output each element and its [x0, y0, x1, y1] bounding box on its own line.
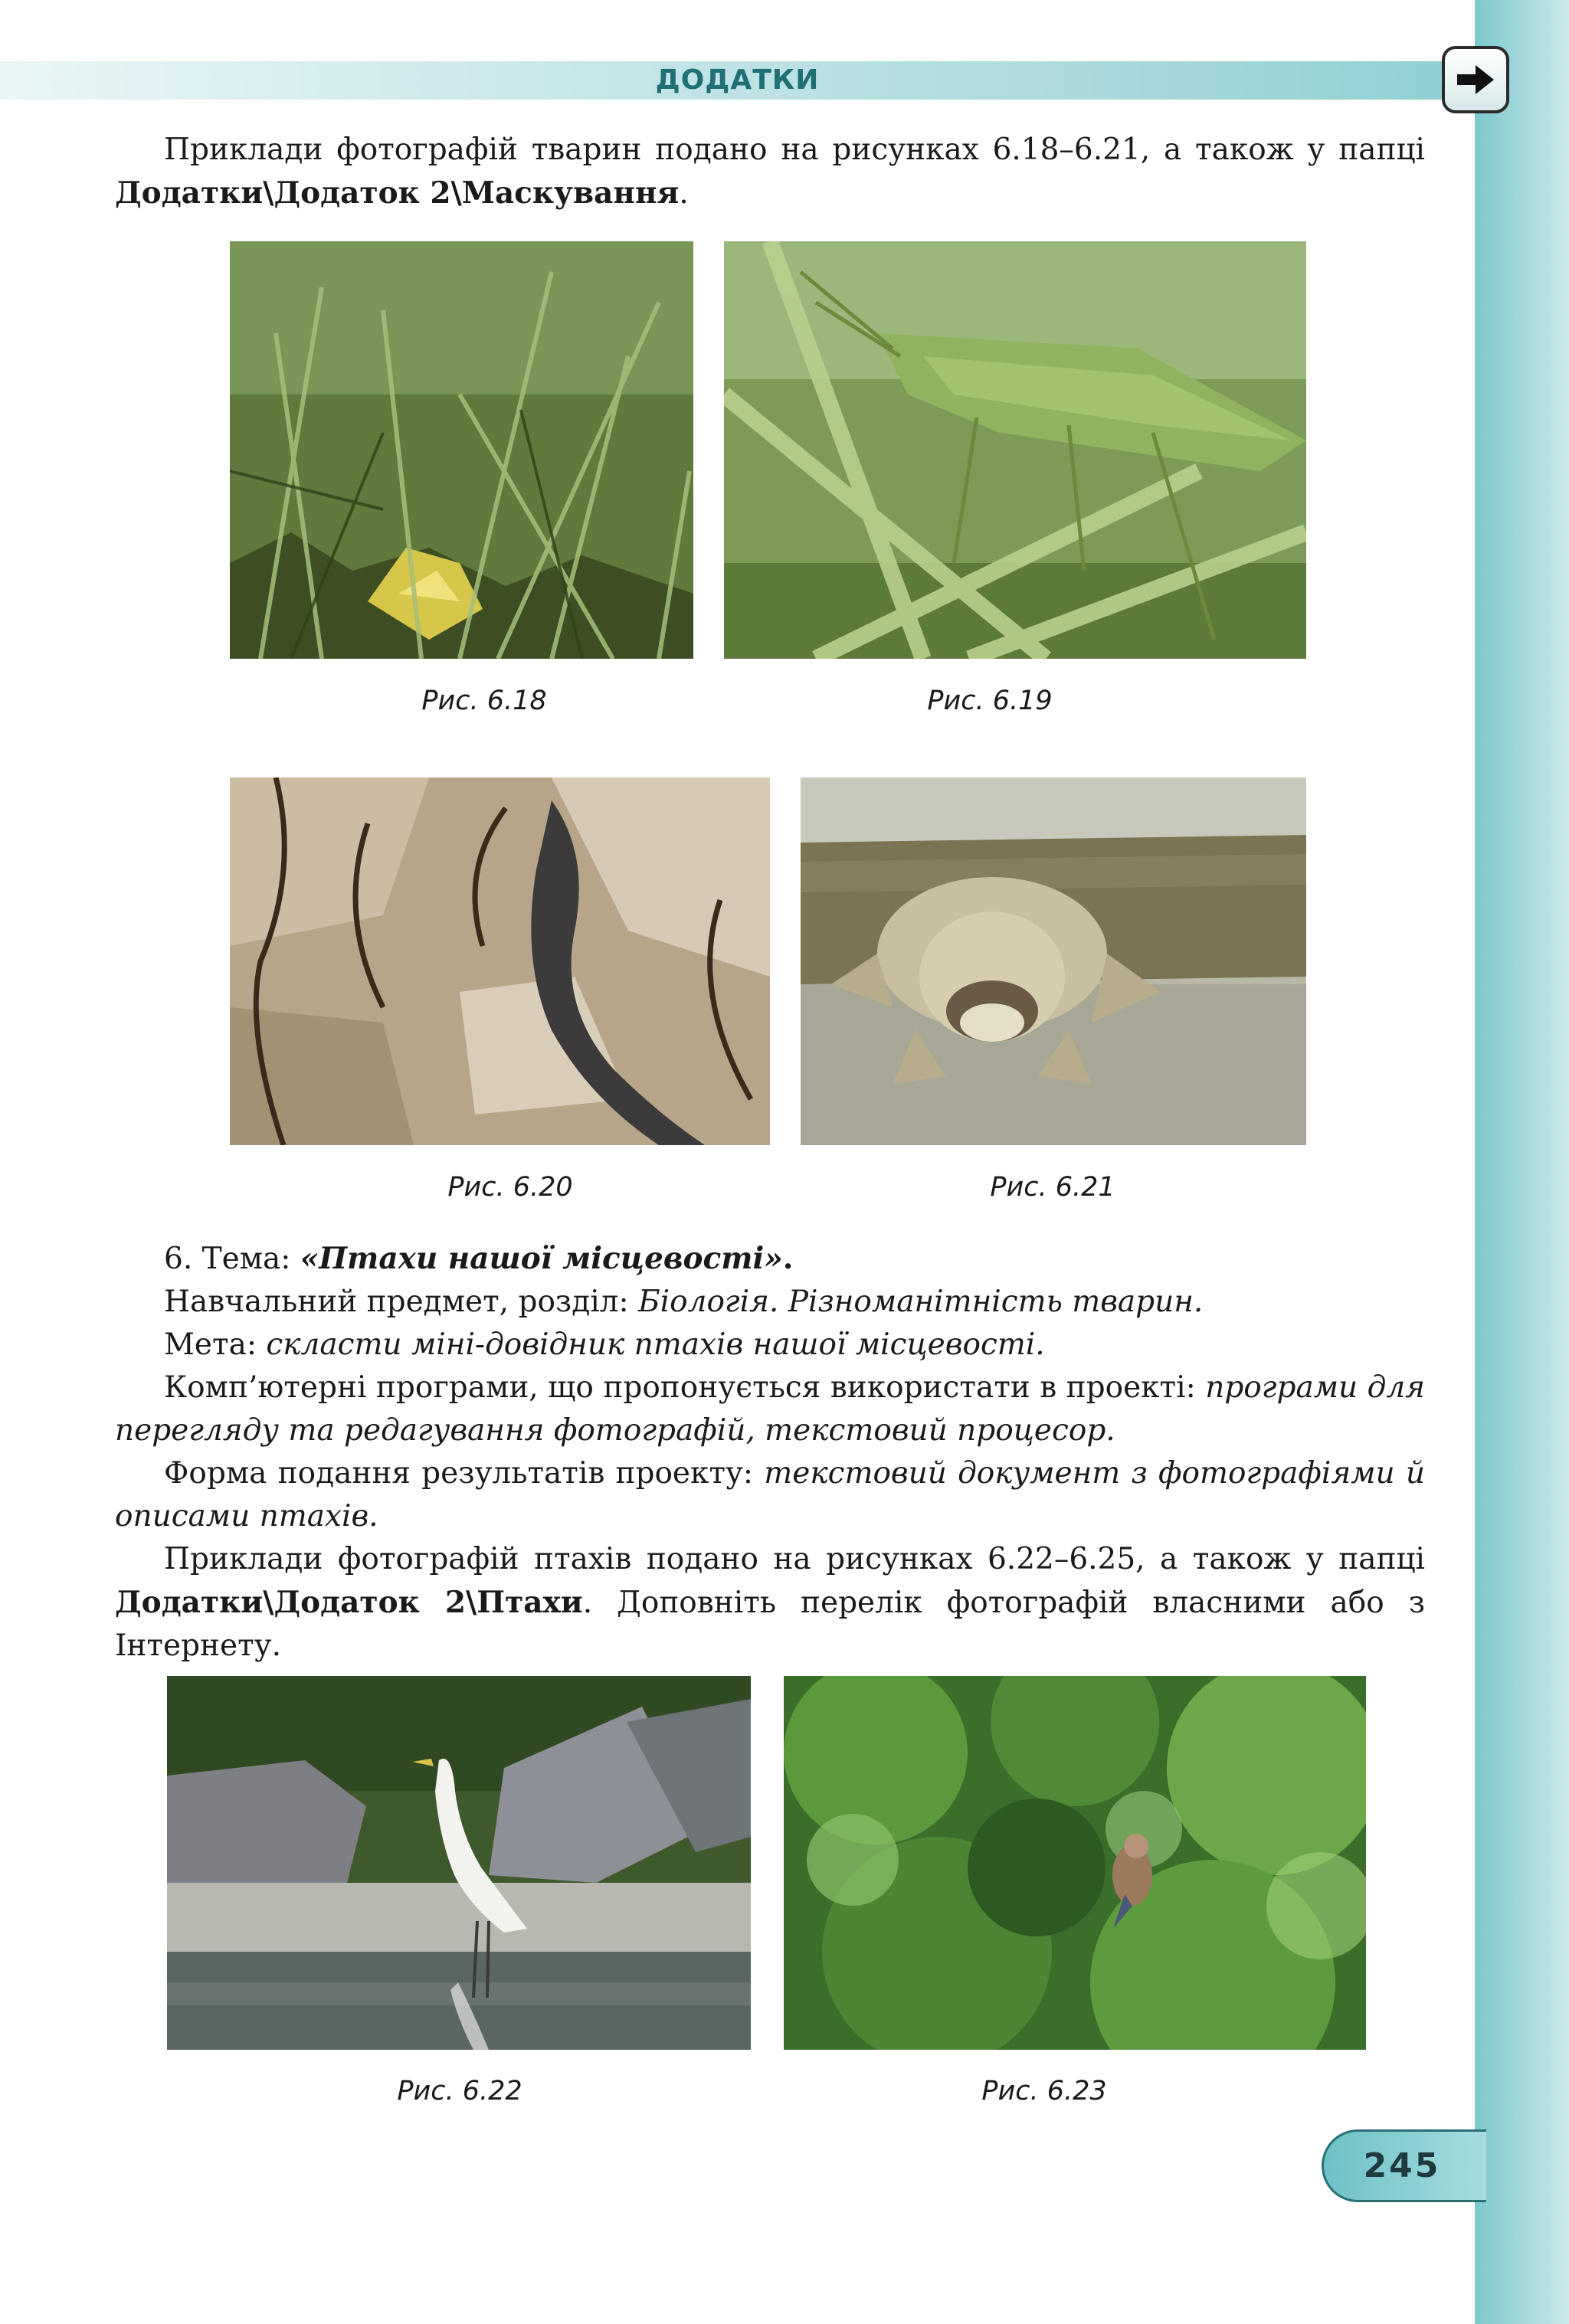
caption-6-23: Рис. 6.23	[981, 2076, 1107, 2106]
goal-label: Мета:	[164, 1327, 267, 1362]
section-title: ДОДАТКИ	[655, 64, 820, 96]
caption-6-22: Рис. 6.22	[397, 2076, 522, 2106]
birds-folder-path: Додатки\Додаток 2\Птахи	[115, 1585, 583, 1620]
page-number: 245	[1363, 2146, 1441, 2185]
photo-grasshopper	[724, 241, 1306, 659]
form-value: текстовий документ з фотографіями й описами птахів.	[115, 1456, 1425, 1534]
caption-6-20: Рис. 6.20	[447, 1172, 573, 1203]
birds-text-end: . Доповніть перелік фотографій власними або з Інтернету.	[115, 1586, 1426, 1663]
topic-form	[115, 1452, 1425, 1538]
topic-subject	[115, 1281, 1425, 1324]
subject-label: Навчальний предмет, розділ:	[164, 1285, 638, 1319]
topic-block	[115, 1237, 1425, 1668]
photo-heron	[167, 1676, 751, 2050]
photo-grass-leaf	[230, 241, 693, 659]
caption-6-19: Рис. 6.19	[927, 686, 1053, 716]
intro-folder-path: Додатки\Додаток 2\Маскування	[115, 175, 680, 211]
topic-title-end: .	[782, 1241, 794, 1276]
software-value: програми для перегляду та редагування фотографій, текстовий процесор.	[115, 1370, 1425, 1448]
goal-value: скласти міні-довідник птахів нашої місцевості.	[266, 1327, 1045, 1362]
next-arrow-button[interactable]	[1442, 46, 1509, 113]
topic-goal	[115, 1324, 1425, 1367]
birds-text: Приклади фотографій птахів подано на рисунках 6.22–6.25, а також у папці	[164, 1542, 1425, 1576]
right-margin-strip	[1475, 0, 1569, 2324]
topic-title: «Птахи нашої місцевості»	[300, 1241, 783, 1276]
form-label: Форма подання результатів проекту:	[164, 1456, 765, 1491]
photo-bird-foliage	[784, 1676, 1366, 2050]
photo-frog	[801, 777, 1306, 1145]
intro-paragraph	[115, 129, 1425, 215]
caption-6-21: Рис. 6.21	[990, 1172, 1115, 1203]
subject-value: Біологія. Різноманітність тварин.	[638, 1285, 1204, 1319]
topic-number: 6. Тема:	[164, 1242, 300, 1276]
topic-software	[115, 1367, 1425, 1452]
right-arrow-icon	[1456, 63, 1495, 97]
software-label: Комп’ютерні програми, що пропонується використати в проекті:	[164, 1370, 1206, 1405]
birds-paragraph	[115, 1538, 1425, 1668]
caption-6-18: Рис. 6.18	[421, 686, 547, 716]
intro-text-end: .	[679, 176, 689, 211]
intro-text: Приклади фотографій тварин подано на рисунках 6.18–6.21, а також у папці	[164, 133, 1425, 167]
photo-lizard-rocks	[230, 777, 770, 1145]
topic-heading	[115, 1237, 1425, 1281]
